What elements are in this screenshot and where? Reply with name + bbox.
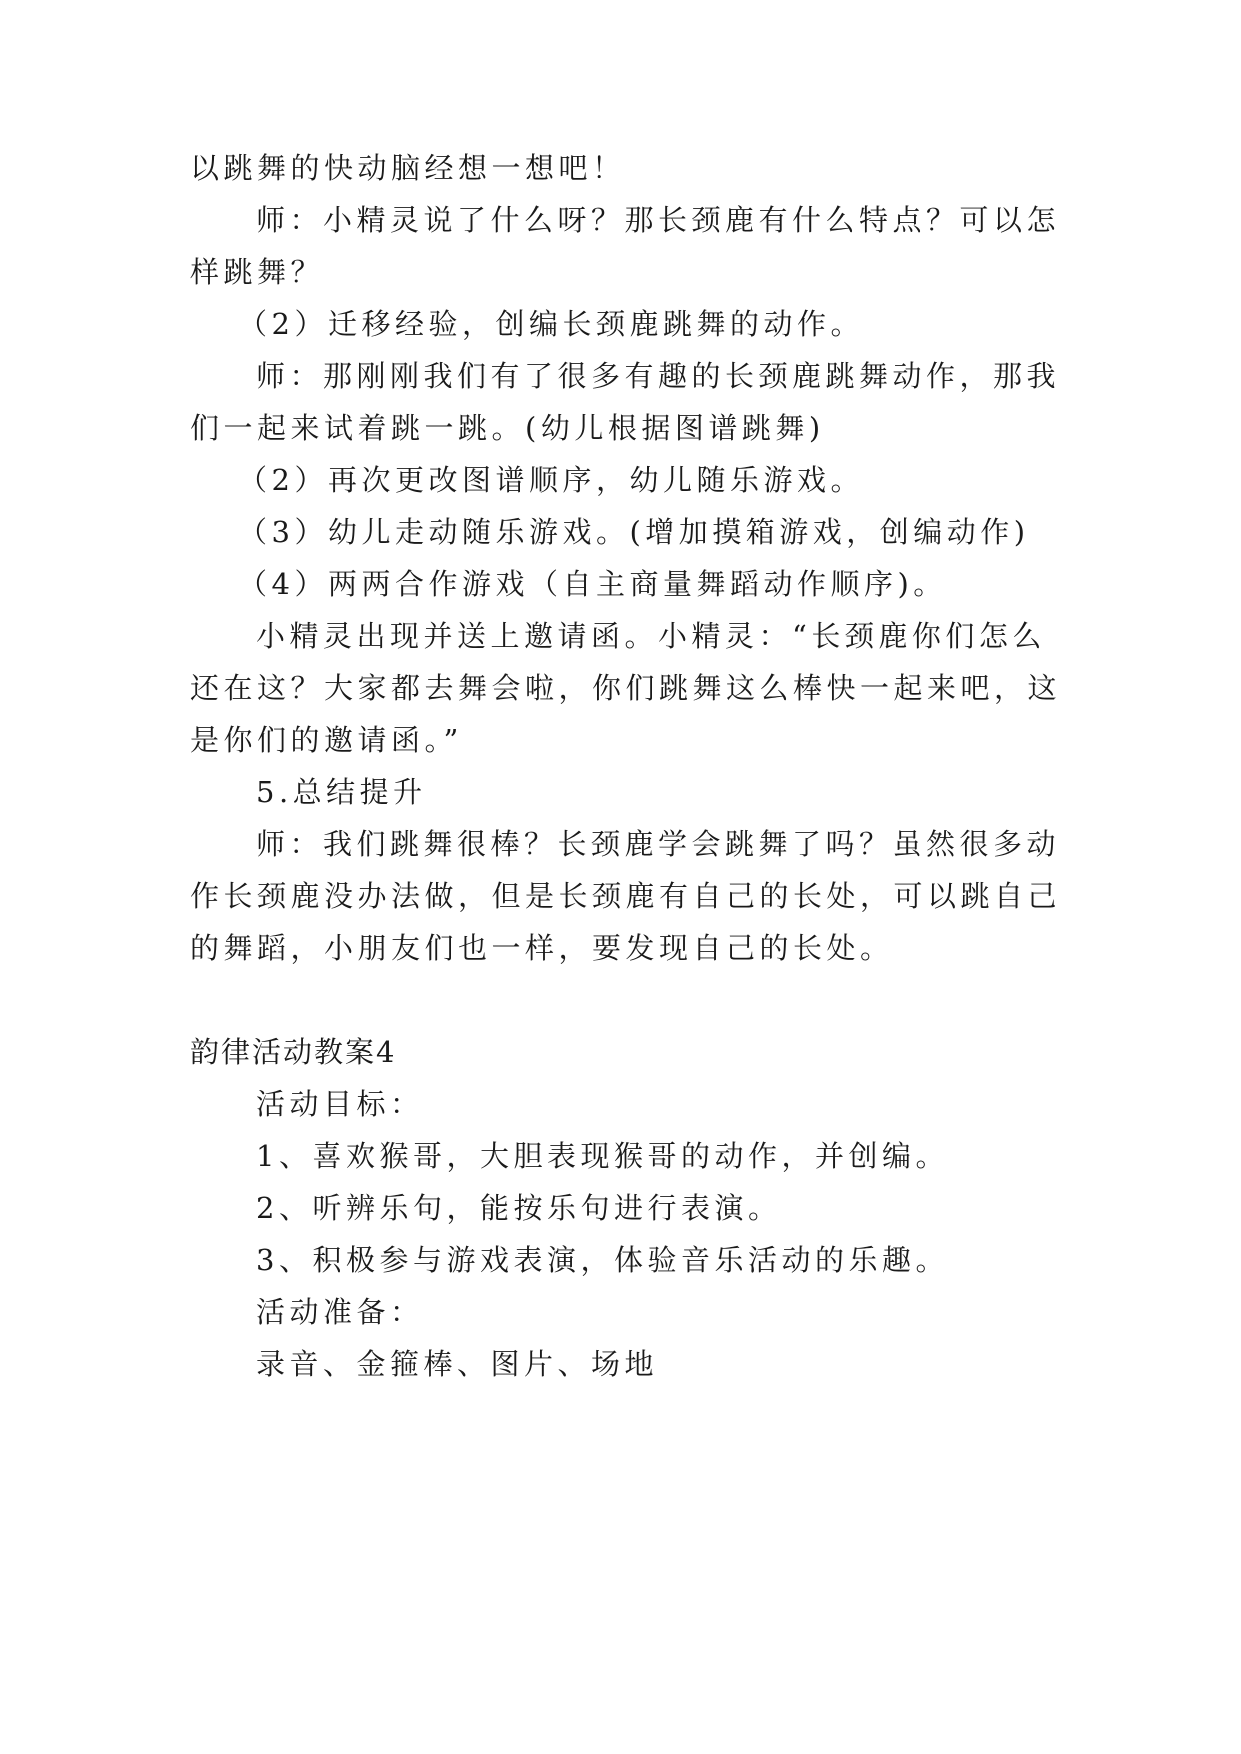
section-heading: 活动目标： <box>256 1087 424 1121</box>
text-line: 样跳舞？ <box>190 255 325 289</box>
section-heading: 5.总结提升 <box>256 775 427 809</box>
text-line: 以跳舞的快动脑经想一想吧！ <box>190 151 626 185</box>
list-item: 1、喜欢猴哥，大胆表现猴哥的动作，并创编。 <box>256 1139 949 1173</box>
text-line: （4）两两合作游戏（自主商量舞蹈动作顺序)。 <box>238 567 947 601</box>
text-line: （2）迁移经验，创编长颈鹿跳舞的动作。 <box>238 307 864 341</box>
text-line: 的舞蹈，小朋友们也一样，要发现自己的长处。 <box>190 931 894 965</box>
list-item: 3、积极参与游戏表演，体验音乐活动的乐趣。 <box>256 1243 949 1277</box>
text-line: 们一起来试着跳一跳。(幼儿根据图谱跳舞) <box>190 411 825 445</box>
text-line: 还在这？大家都去舞会啦，你们跳舞这么棒快一起来吧，这 <box>190 671 1062 705</box>
document-title: 韵律活动教案4 <box>190 1035 397 1069</box>
text-line: （3）幼儿走动随乐游戏。(增加摸箱游戏，创编动作) <box>238 515 1030 549</box>
text-line: 是你们的邀请函。” <box>190 723 463 757</box>
text-line: 作长颈鹿没办法做，但是长颈鹿有自己的长处，可以跳自己 <box>190 879 1062 913</box>
text-line: 录音、金箍棒、图片、场地 <box>256 1347 659 1381</box>
text-line: （2）再次更改图谱顺序，幼儿随乐游戏。 <box>238 463 864 497</box>
section-heading: 活动准备： <box>256 1295 424 1329</box>
text-line: 小精灵出现并送上邀请函。小精灵：“长颈鹿你们怎么 <box>256 619 1046 653</box>
text-line: 师：那刚刚我们有了很多有趣的长颈鹿跳舞动作，那我 <box>256 359 1061 393</box>
list-item: 2、听辨乐句，能按乐句进行表演。 <box>256 1191 782 1225</box>
text-line: 师：小精灵说了什么呀？那长颈鹿有什么特点？可以怎 <box>256 203 1061 237</box>
text-line: 师：我们跳舞很棒？长颈鹿学会跳舞了吗？虽然很多动 <box>256 827 1061 861</box>
